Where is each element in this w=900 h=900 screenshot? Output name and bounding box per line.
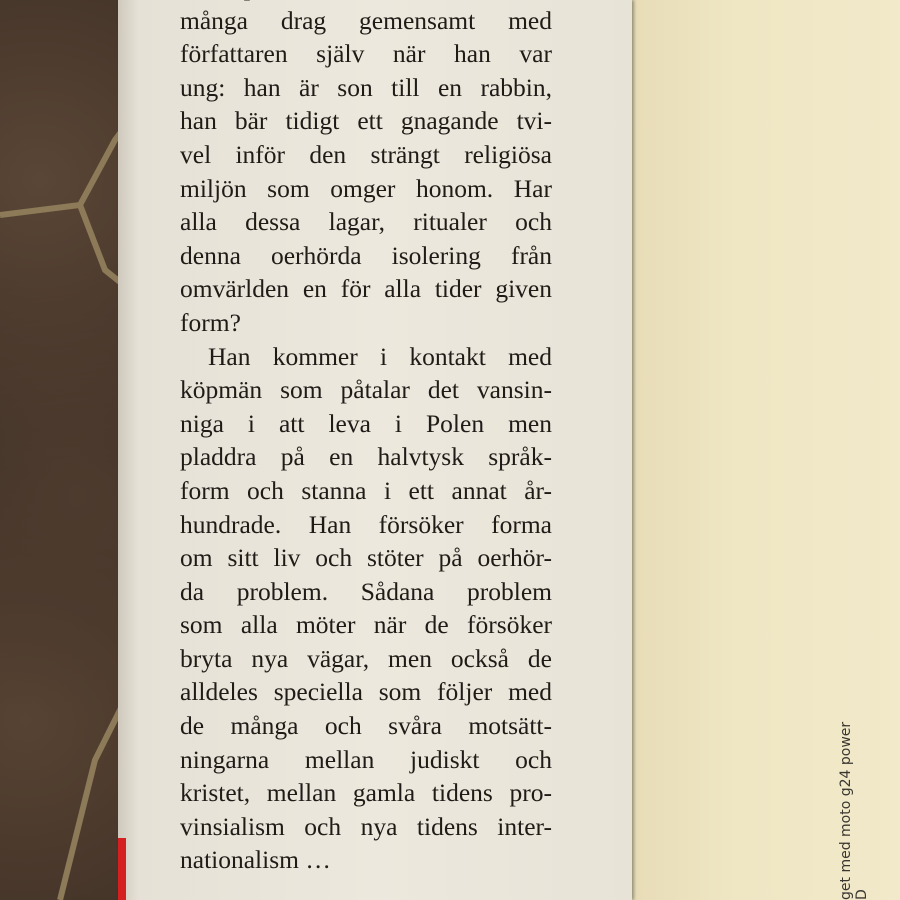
text-line: författaren själv när han var — [180, 39, 552, 69]
text-line: som alla möter när de försöker — [180, 610, 552, 640]
page-text — [180, 0, 552, 877]
book-cover-edge — [118, 838, 126, 900]
text-line: han bär tidigt ett gnagande tvi- — [180, 106, 552, 136]
text-line: kristet, mellan gamla tidens pro- — [180, 778, 552, 808]
watermark-line: D — [854, 889, 870, 900]
text-line: form? — [180, 307, 241, 337]
floor-grout-lines — [0, 0, 130, 900]
text-line: ung: han är son till en rabbin, — [180, 72, 552, 102]
text-line: vel inför den strängt religiösa — [180, 139, 552, 169]
text-line: form och stanna i ett annat år- — [180, 475, 552, 505]
text-line: da problem. Sådana problem — [180, 576, 552, 606]
text-line: många drag gemensamt med — [180, 5, 552, 35]
text-line: ningarna mellan judiskt och — [180, 744, 552, 774]
text-line: hundrade. Han försöker forma — [180, 509, 552, 539]
text-line: nationalism … — [180, 845, 331, 875]
camera-watermark — [838, 722, 870, 900]
text-line: alla dessa lagar, ritualer och — [180, 207, 552, 237]
text-line: pladdra på en halvtysk språk- — [180, 442, 552, 472]
text-line: bryta nya vägar, men också de — [180, 643, 552, 673]
stone-floor — [0, 0, 130, 900]
text-line: alldeles speciella som följer med — [180, 677, 552, 707]
text-line: niga i att leva i Polen men — [180, 408, 552, 438]
text-line: miljön som omger honom. Har — [180, 173, 552, 203]
text-line: om sitt liv och stöter på oerhör- — [180, 543, 552, 573]
text-line: köpmän som påtalar det vansin- — [180, 375, 552, 405]
text-line: omvärlden en för alla tider given — [180, 274, 552, 304]
watermark-line: get med moto g24 power — [838, 721, 854, 900]
text-line: vinsialism och nya tidens inter- — [180, 811, 552, 841]
text-line: denna oerhörda isolering från — [180, 240, 552, 270]
text-line: Han kommer i kontakt med — [208, 341, 552, 371]
text-line: de många och svåra motsätt- — [180, 711, 552, 741]
